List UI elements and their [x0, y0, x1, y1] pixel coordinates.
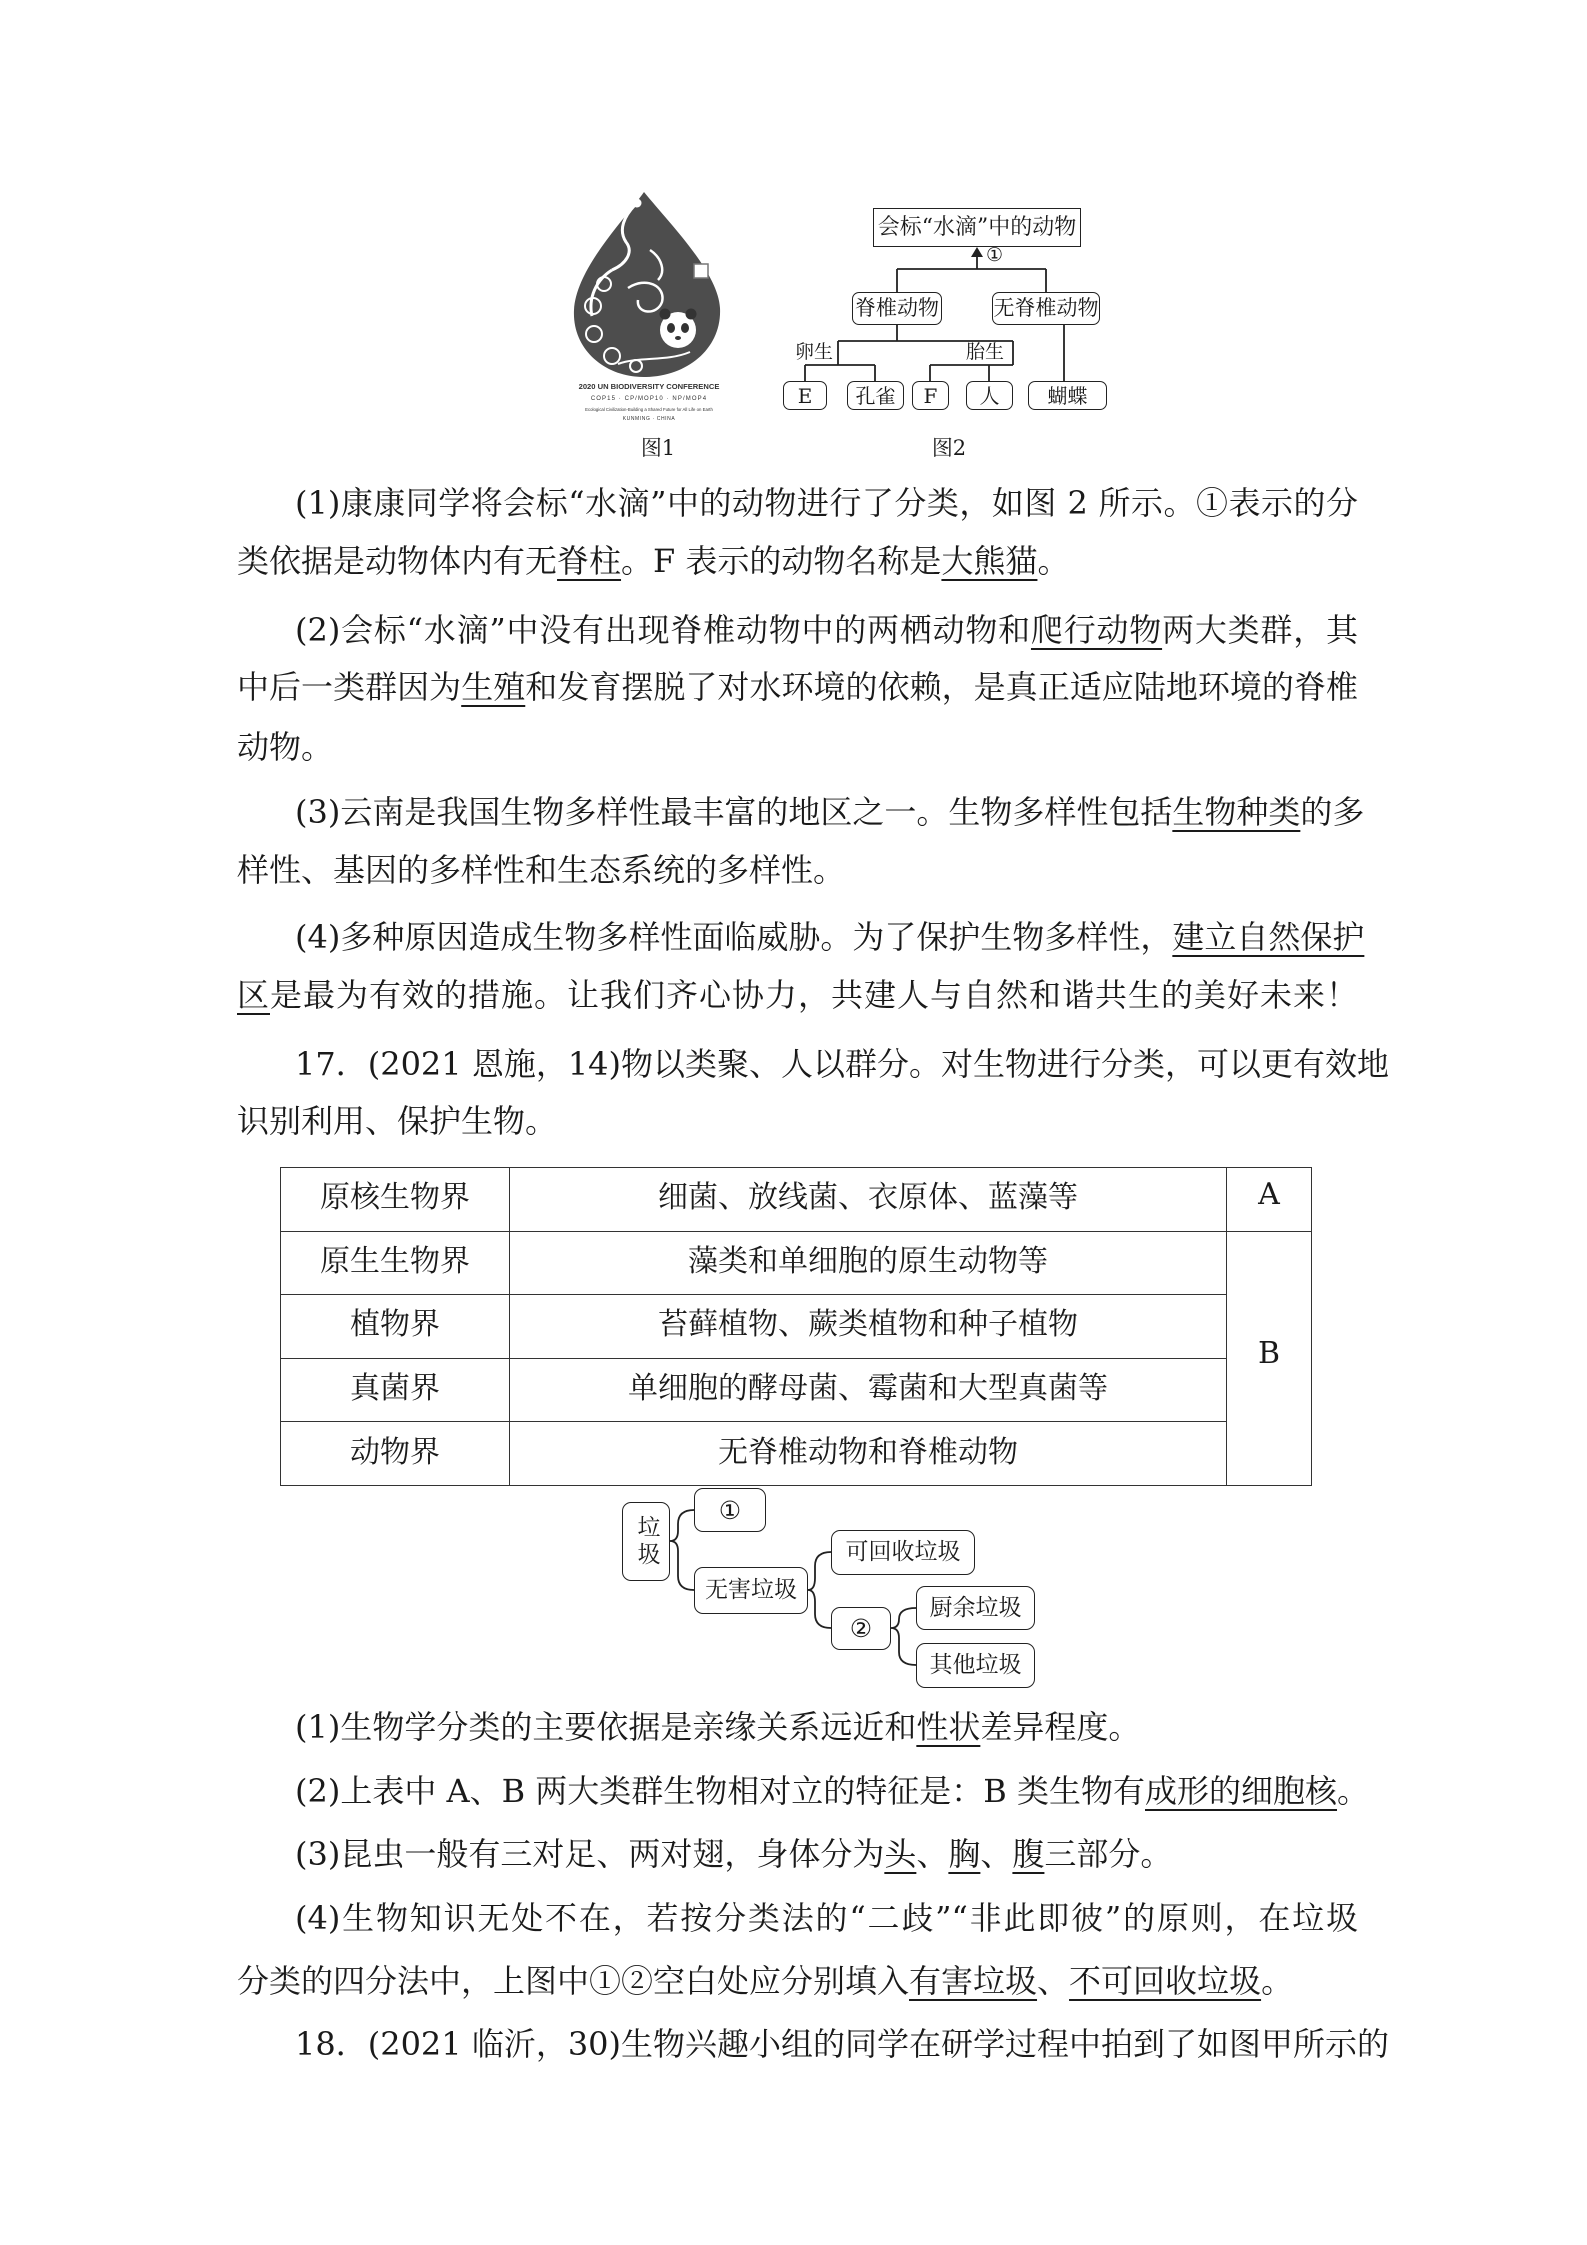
q17-answer2	[295, 1762, 1370, 1820]
garbage-kitchen-box: 厨余垃圾	[916, 1586, 1035, 1630]
figure1-caption: 图1	[640, 436, 676, 460]
garbage-other-box: 其他垃圾	[916, 1643, 1035, 1688]
table-cell-kingdom: 植物界	[281, 1295, 510, 1359]
answer-blank: 生物种类	[1172, 793, 1301, 831]
text-segment: 。	[1261, 1962, 1294, 2000]
fig2-root-box: 会标“水滴”中的动物	[873, 208, 1081, 247]
answer-blank: 大熊猫	[941, 542, 1038, 580]
text-segment: 识别利用、保护生物。	[237, 1102, 558, 1140]
q17-stem-line2	[237, 1092, 1358, 1150]
kingdom-classification-table	[280, 1167, 1312, 1486]
fig2-leaf-human: 人	[966, 381, 1013, 410]
answer-blank: 胸	[948, 1835, 981, 1873]
logo-subtitle: COP15 · CP/MOP10 · NP/MOP4	[590, 396, 708, 402]
text-segment: 分类的四分法中，上图中①②空白处应分别填入	[237, 1962, 910, 2000]
q17-answer3	[295, 1825, 1358, 1883]
q16-part4-line2	[237, 966, 1358, 1024]
table-cell-kingdom: 真菌界	[281, 1358, 510, 1422]
text-segment: 是最为有效的措施。让我们齐心协力，共建人与自然和谐共生的美好未来！	[270, 976, 1358, 1014]
q16-part3-line2	[237, 841, 1358, 899]
q16-part2-line2	[237, 658, 1358, 716]
table-row	[281, 1422, 1312, 1486]
text-segment: 样性、基因的多样性和生态系统的多样性。	[237, 851, 846, 889]
fig2-vertebrate-box: 脊椎动物	[852, 292, 942, 325]
text-segment: 类依据是动物体内有无	[237, 542, 558, 580]
text-segment: 17．(2021 恩施，14)物以类聚、人以群分。对生物进行分类，可以更有效地	[295, 1045, 1390, 1083]
text-segment: 两大类群，其	[1162, 611, 1358, 649]
text-segment: (1)康康同学将会标“水滴”中的动物进行了分类，如图 2 所示。①表示的分	[295, 484, 1358, 522]
answer-blank: 脊柱	[557, 542, 622, 580]
text-segment: (3)昆虫一般有三对足、两对翅，身体分为	[295, 1835, 885, 1873]
fig2-leaf-e: E	[783, 381, 827, 410]
garbage-root-box	[622, 1502, 670, 1581]
q16-part2-line3	[237, 718, 1358, 776]
table-cell-members: 单细胞的酵母菌、霉菌和大型真菌等	[510, 1358, 1227, 1422]
table-cell-members: 藻类和单细胞的原生动物等	[510, 1231, 1227, 1295]
table-cell-members: 苔藓植物、蕨类植物和种子植物	[510, 1295, 1227, 1359]
text-segment: 和发育摆脱了对水环境的依赖，是真正适应陆地环境的脊椎	[525, 668, 1358, 706]
table-cell-kingdom: 动物界	[281, 1422, 510, 1486]
text-segment: 动物。	[237, 728, 334, 766]
q17-answer1	[295, 1698, 1358, 1756]
text-segment: (1)生物学分类的主要依据是亲缘关系远近和	[295, 1708, 917, 1746]
text-segment: (3)云南是我国生物多样性最丰富的地区之一。生物多样性包括	[295, 793, 1173, 831]
text-segment: 18．(2021 临沂，30)生物兴趣小组的同学在研学过程中拍到了如图甲所示的	[295, 2025, 1390, 2063]
table-cell-group-b: B	[1227, 1231, 1312, 1485]
text-segment: 中后一类群因为	[237, 668, 462, 706]
fig2-oviparous-label: 卵生	[795, 341, 834, 363]
answer-blank: 有害垃圾	[909, 1962, 1038, 2000]
text-segment: 、	[980, 1835, 1013, 1873]
garbage-blank2-box: ②	[831, 1607, 891, 1650]
answer-blank: 生殖	[461, 668, 526, 706]
table-cell-members: 细菌、放线菌、衣原体、蓝藻等	[510, 1168, 1227, 1232]
garbage-recyclable-box: 可回收垃圾	[831, 1530, 975, 1575]
garbage-brace-root	[670, 1510, 694, 1590]
panda-figure	[660, 309, 697, 349]
garbage-blank1-box: ①	[694, 1488, 766, 1532]
fig2-criterion-marker: ①	[986, 244, 1004, 266]
table-row	[281, 1231, 1312, 1295]
text-segment: 、	[916, 1835, 949, 1873]
table-row	[281, 1295, 1312, 1359]
q16-part2-line1	[295, 601, 1358, 659]
text-segment: 差异程度。	[980, 1708, 1141, 1746]
answer-blank: 头	[884, 1835, 917, 1873]
table-cell-members: 无脊椎动物和脊椎动物	[510, 1422, 1227, 1486]
text-segment: (4)生物知识无处不在，若按分类法的“二歧”“非此即彼”的原则，在垃圾	[295, 1899, 1358, 1937]
text-segment: (2)会标“水滴”中没有出现脊椎动物中的两栖动物和	[295, 611, 1031, 649]
seal-stamp	[694, 264, 708, 278]
garbage-brace-harmless	[808, 1552, 831, 1628]
fig2-arrow-head	[971, 247, 983, 257]
answer-blank: 爬行动物	[1030, 611, 1163, 649]
answer-blank: 腹	[1012, 1835, 1045, 1873]
answer-blank: 不可回收垃圾	[1069, 1962, 1262, 2000]
logo-location: KUNMING · CHINA	[622, 416, 676, 422]
text-segment: (2)上表中 A、B 两大类群生物相对立的特征是：B 类生物有	[295, 1772, 1145, 1810]
table-cell-group-a: A	[1227, 1168, 1312, 1232]
table-row	[281, 1358, 1312, 1422]
q16-part4-line1	[295, 908, 1365, 966]
fig2-leaf-butterfly: 蝴蝶	[1028, 381, 1107, 410]
table-cell-kingdom: 原核生物界	[281, 1168, 510, 1232]
text-segment: 、	[1037, 1962, 1070, 2000]
q16-part1-line1	[295, 474, 1358, 532]
garbage-root-label: 垃圾	[633, 1514, 660, 1569]
peacock-head	[633, 199, 642, 208]
answer-blank: 区	[237, 976, 270, 1014]
fig2-leaf-f: F	[912, 381, 949, 410]
q17-answer4-line2	[237, 1952, 1358, 2010]
logo-title: 2020 UN BIODIVERSITY CONFERENCE	[578, 382, 720, 391]
garbage-harmless-box: 无害垃圾	[694, 1567, 808, 1614]
q17-stem-line1	[295, 1035, 1390, 1093]
text-segment: 三部分。	[1044, 1835, 1173, 1873]
answer-blank: 性状	[916, 1708, 981, 1746]
text-segment: 。	[1337, 1772, 1370, 1810]
fig2-leaf-peacock: 孔雀	[847, 381, 904, 410]
table-cell-kingdom: 原生生物界	[281, 1231, 510, 1295]
answer-blank: 成形的细胞核	[1145, 1772, 1338, 1810]
logo-slogan: Ecological Civilization-Building a Shared Future for All Life on Earth	[585, 407, 713, 412]
fig2-viviparous-label: 胎生	[966, 341, 1005, 363]
figure2-caption: 图2	[931, 436, 967, 460]
text-segment: 。F 表示的动物名称是	[621, 542, 942, 580]
text-segment: (4)多种原因造成生物多样性面临威胁。为了保护生物多样性，	[295, 918, 1173, 956]
q17-answer4-line1	[295, 1889, 1358, 1947]
cop15-logo-emblem	[566, 188, 732, 384]
text-segment: 的多	[1300, 793, 1365, 831]
answer-blank: 建立自然保护	[1172, 918, 1365, 956]
text-segment: 。	[1037, 542, 1070, 580]
q18-stem-line1	[295, 2015, 1390, 2073]
table-row	[281, 1168, 1312, 1232]
q16-part3-line1	[295, 783, 1365, 841]
fig2-invertebrate-box: 无脊椎动物	[992, 292, 1100, 325]
q16-part1-line2	[237, 532, 1358, 590]
garbage-brace-blank2	[891, 1608, 916, 1665]
